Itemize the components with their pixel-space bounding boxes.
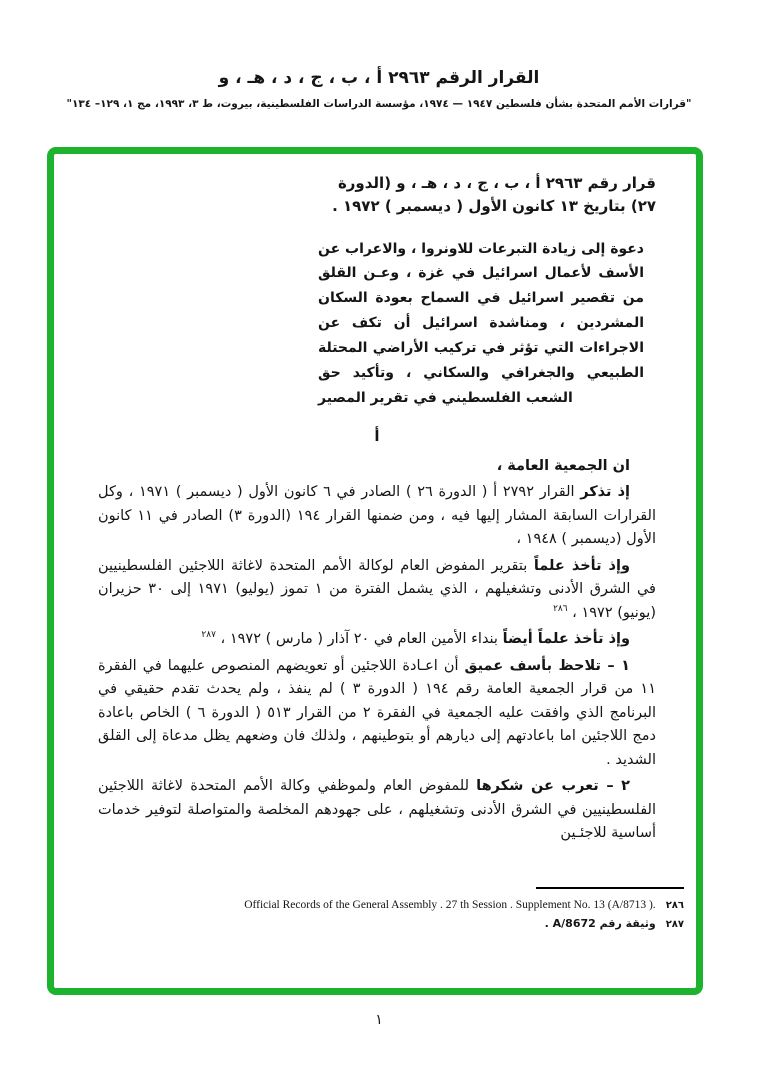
paragraph-text: للمفوض العام ولموظفي وكالة الأمم المتحدة لاغاثة اللاجئين الفلسطينيين في الشرق الأدنى وتشغيلهم ، على جهودهم المخلصة والمتواصلة لتوفير خدمات أساسية للاجئـين [98,778,656,842]
paragraph-preamble-2 [98,555,656,625]
resolution-content [54,154,696,988]
footnote-text: وثيقة رقم A/8672 . [544,917,656,930]
footnote-reference-286: ٢٨٦ [553,603,568,614]
paragraph-text: أن اعـادة اللاجئين أو تعويضهم المنصوص عليهما في الفقرة ١١ من قرار الجمعية العامة رقم ١٩٤ ( الدورة ٣ ) لم ينفذ ، ولم يحدث تقدم حقيقي في البرنامج الذي وافقت عليه الجمعية في الفقرة ٢ من القرار ٥١٣ ( الدورة ٦ ) الخاص باعادة دمج اللاجئين اما باعادتهم إلى ديارهم أو بتوطينهم ، ولذلك فان وضعهم يظل مدعاة إلى القلق الشديد . [98,657,656,768]
paragraph-lead: ان الجمعية العامة ، [496,457,630,474]
paragraph-operative-2 [98,775,656,845]
paragraph-lead: إذ تذكر [580,484,631,501]
footnote-287 [94,917,684,930]
section-marker: أ [374,426,380,445]
paragraph-text: بنداء الأمين العام في ٢٠ آذار ( مارس ) ١٩٧٢ ، [215,631,503,648]
footnote-text: Official Records of the General Assembly . 27 th Session . Supplement No. 13 (A/8713 ). [244,899,656,911]
paragraph-text: القرار ٢٧٩٢ أ ( الدورة ٢٦ ) الصادر في ٦ كانون الأول ( ديسمبر ) ١٩٧١ ، وكل القرارات السابقة المشار إليها فيه ، ومن ضمنها القرار ١٩٤ (الدورة ٣) الصادر في ١١ كانون الأول (ديسمبر ) ١٩٤٨ ، [98,484,656,548]
footnote-reference-287: ٢٨٧ [201,630,216,641]
resolution-opening: قرار رقم ٢٩٦٣ أ ، ب ، ج ، د ، هـ ، و (الدورة ٢٧) بتاريخ ١٣ كانون الأول ( ديسمبر ) ١٩٧٢ . [332,174,656,216]
document-title: القرار الرقم ٢٩٦٣ أ ، ب ، ج ، د ، هـ ، و [218,68,540,88]
paragraph-lead: وإذ تأخذ علماً [533,557,630,574]
paragraph-lead: وإذ تأخذ علماً أيضاً [502,631,630,648]
paragraph-preamble-3 [98,628,656,651]
document-source-line: "قرارات الأمم المتحدة بشأن فلسطين ١٩٤٧ — ١٩٧٤، مؤسسة الدراسات الفلسطينية، بيروت، ط ٣، ١٩٩٣، مج ١، ١٢٩– ١٣٤" [66,98,692,110]
footnote-divider [536,887,684,889]
footnote-marker: ٢٨٦ [665,900,684,911]
resolution-body [98,455,656,846]
footnotes-section [94,887,684,936]
paragraph-preamble-0 [98,455,656,478]
page-number: ١ [375,1012,383,1028]
resolution-box [47,147,703,995]
paragraph-lead: ١ – تلاحظ بأسف عميق [464,657,630,674]
resolution-summary: دعوة إلى زيادة التبرعات للاونروا ، والاعراب عن الأسف لأعمال اسرائيل في غزة ، وعـن القلق من تقصير اسرائيل في السماح بعودة السكان المشردين ، ومناشدة اسرائيل أن تكف عن الاجراءات التي تؤثر في تركيب الأراضي المحتلة الطبيعي والجغرافي والسكاني ، وتأكيد حق الشعب الفلسطيني في تقرير المصير [318,240,644,406]
paragraph-lead: ٢ – تعرب عن شكرها [476,778,631,795]
paragraph-preamble-1 [98,481,656,551]
page-header [0,0,758,110]
paragraph-text: بتقرير المفوض العام لوكالة الأمم المتحدة لاغاثة اللاجئين الفلسطينيين في الشرق الأدنى وتشغيلهم ، الذي يشمل الفترة من ١ تموز (يوليو) ١٩٧١ إلى ٣٠ حزيران (يونيو) ١٩٧٢ ، [98,557,656,621]
paragraph-operative-1 [98,655,656,772]
footnote-286 [94,898,684,911]
footnote-marker: ٢٨٧ [665,919,684,930]
